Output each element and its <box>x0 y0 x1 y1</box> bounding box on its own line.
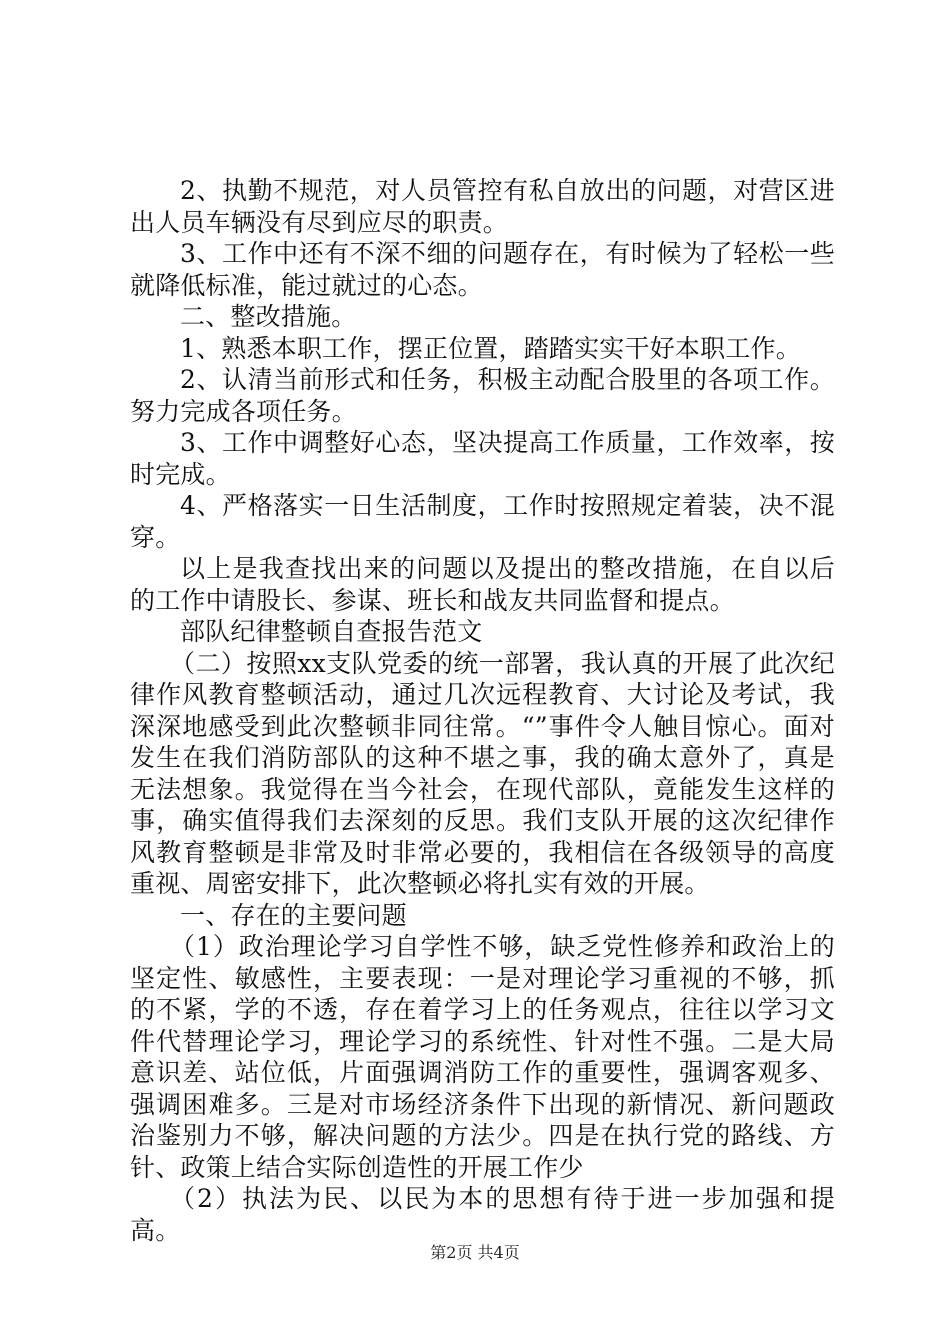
paragraph: 2、认清当前形式和任务，积极主动配合股里的各项工作。努力完成各项任务。 <box>130 365 835 426</box>
section-heading: 二、整改措施。 <box>180 302 357 331</box>
paragraph: 3、工作中还有不深不细的问题存在，有时候为了轻松一些就降低标准，能过就过的心态。 <box>130 239 835 300</box>
paragraph: 2、执勤不规范，对人员管控有私自放出的问题，对营区进出人员车辆没有尽到应尽的职责。 <box>130 176 835 237</box>
paragraph: 4、严格落实一日生活制度，工作时按照规定着装，决不混穿。 <box>130 491 835 552</box>
document-body <box>130 175 835 1246</box>
paragraph: 以上是我查找出来的问题以及提出的整改措施，在自以后的工作中请股长、参谋、班长和战友共同监督和提点。 <box>130 554 835 615</box>
paragraph: 3、工作中调整好心态，坚决提高工作质量，工作效率，按时完成。 <box>130 428 835 489</box>
document-subtitle: 部队纪律整顿自查报告范文 <box>180 617 483 646</box>
paragraph: （1）政治理论学习自学性不够，缺乏党性修养和政治上的坚定性、敏感性，主要表现：一是对理论学习重视的不够，抓的不紧，学的不透，存在着学习上的任务观点，往往以学习文件代替理论学习，理论学习的系统性、针对性不强。二是大局意识差、站位低，片面强调消防工作的重要性，强调客观多、强调困难多。三是对市场经济条件下出现的新情况、新问题政治鉴别力不够，解决问题的方法少。四是在执行党的路线、方针、政策上结合实际创造性的开展工作少 <box>130 932 835 1182</box>
paragraph: （2）执法为民、以民为本的思想有待于进一步加强和提高。 <box>130 1184 835 1245</box>
paragraph: （二）按照xx支队党委的统一部署，我认真的开展了此次纪律作风教育整顿活动，通过几次远程教育、大讨论及考试，我深深地感受到此次整顿非同往常。“”事件令人触目惊心。面对发生在我们消防部队的这种不堪之事，我的确太意外了，真是无法想象。我觉得在当今社会，在现代部队，竟能发生这样的事，确实值得我们去深刻的反思。我们支队开展的这次纪律作风教育整顿是非常及时非常必要的，我相信在各级领导的高度重视、周密安排下，此次整顿必将扎实有效的开展。 <box>130 648 835 898</box>
page-number-footer: 第2页 共4页 <box>430 1243 520 1262</box>
section-heading: 一、存在的主要问题 <box>180 900 407 930</box>
paragraph: 1、熟悉本职工作，摆正位置，踏踏实实干好本职工作。 <box>180 333 801 363</box>
